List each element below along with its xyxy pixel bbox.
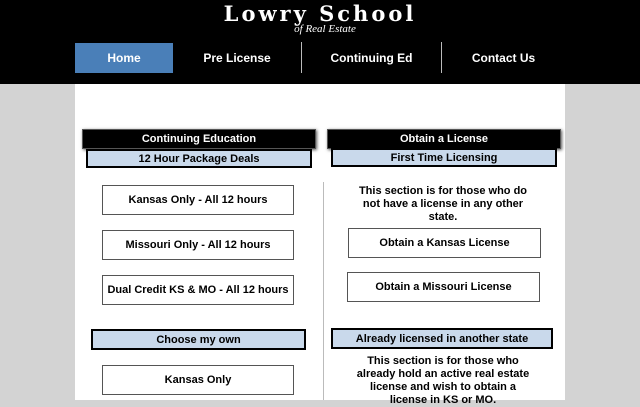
site-header [0,0,640,84]
obtain-missouri-license-button[interactable]: Obtain a Missouri License [347,272,540,302]
nav-pre-license[interactable]: Pre License [203,51,271,65]
nav-continuing-ed[interactable]: Continuing Ed [330,51,413,65]
obtain-kansas-license-button[interactable]: Obtain a Kansas License [348,228,541,258]
already-licensed-description: This section is for those who already hold an active real estate license and wish to obtain a license in KS or MO. [356,355,530,406]
dual-credit-package-button[interactable]: Dual Credit KS & MO - All 12 hours [102,275,294,305]
nav-contact-us[interactable]: Contact Us [471,51,536,65]
logo-title[interactable]: Lowry School [223,1,417,26]
package-deals-heading: 12 Hour Package Deals [86,149,312,168]
first-time-licensing-heading: First Time Licensing [331,148,557,167]
choose-my-own-heading: Choose my own [91,329,306,350]
already-licensed-heading: Already licensed in another state [331,328,553,349]
continuing-education-heading: Continuing Education [82,129,316,149]
column-divider [323,182,324,400]
obtain-license-heading: Obtain a License [327,129,561,149]
kansas-only-button[interactable]: Kansas Only [102,365,294,395]
first-time-description: This section is for those who do not have a license in any other state. [358,185,528,223]
kansas-package-button[interactable]: Kansas Only - All 12 hours [102,185,294,215]
nav-home[interactable]: Home [75,43,173,73]
missouri-package-button[interactable]: Missouri Only - All 12 hours [102,230,294,260]
logo-subtitle: of Real Estate [294,23,356,35]
